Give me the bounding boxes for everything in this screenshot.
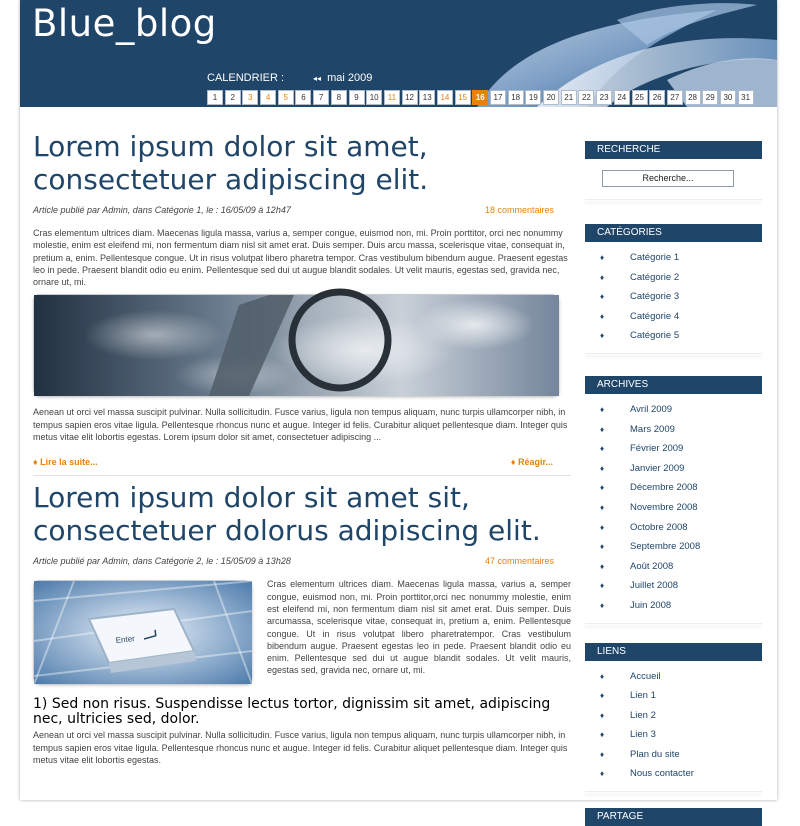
links-list [585,667,762,785]
calendar-day[interactable]: 12 [402,90,418,105]
calendar-day[interactable]: 4 [260,90,276,105]
calendar-day[interactable]: 2 [225,90,241,105]
prev-month-icon[interactable]: ◂◂ [313,74,322,83]
diamond-bullet-icon: ♦ [600,444,605,454]
comments-link[interactable]: 18 commentaires [484,205,554,215]
post-actions [33,457,571,471]
calendar-day[interactable]: 22 [578,90,594,105]
post-image [33,580,251,683]
archive-link[interactable] [585,596,762,616]
post-meta [33,205,571,219]
diamond-bullet-icon: ♦ [600,272,605,282]
enter-key-label: Enter [115,634,136,646]
widget-archives [585,376,762,624]
keyboard-enter-image [34,581,252,684]
post-body: Aenean ut orci vel massa suscipit pulvinar. Nulla sollicitudin. Fusce varius, ligula non tempus aliquam, nunc turpis ullamcorper nibh, in tempus sapien eros vitae ligula. Pellentesque rhoncus nunc et augue. Integer id felis. Curabitur aliquet pellentesque diam. Integer quis metus vitae elit lobortis egestas. [33,730,568,765]
widget-separator [585,791,762,792]
archive-list [585,400,762,616]
diamond-bullet-icon: ♦ [600,311,605,321]
calendar-days [207,90,755,105]
post-meta-text: Article publié par Admin, dans Catégorie 2, le : 15/05/09 à 13h28 [33,556,291,567]
archive-link[interactable] [585,518,762,538]
post-divider [33,475,571,476]
post-intro: Cras elementum ultrices diam. Maecenas ligula massa, varius a, semper congue, euismod non, mi. Proin porttitor, orci nec nonummy molestie, enim est eleifend mi, non fermentum diam nisl sit amet erat. Duis semper. Duis arcu massa, scelerisque vitae, consequat in, pretium a, enim. Pellentesque congue. Ut in risus volutpat libero pharetra tempor. Cras vestibulum bibendum augue. Praesent egestas leo in pede. Praesent blandit odio eu enim. Pellentesque sed dui ut augue blandit sodales. Ut velit mauris, egestas sed, gravida nec, ornare ut, mi. [33,228,568,288]
widget-links [585,643,762,793]
calendar-day[interactable]: 13 [419,90,435,105]
calendar-day[interactable]: 18 [508,90,524,105]
calendar-day[interactable]: 19 [525,90,541,105]
sidebar-link-label: Lien 3 [630,729,656,741]
post-intro: Cras elementum ultrices diam. Maecenas ligula massa, varius a, semper congue, euismod non, mi. Proin porttitor,orci nec nonummy molestie, enim est eleifend mi, non fermentum diam nisl sit amet erat. Duis semper. Duis arcumassa, scelerisque vitae, consequat in, pretium a, enim. Pellentesque congue. Ut in risus volutpat libero pharetratempor. Cras vestibulum bibendum augue. Praesent egestas leo in pede. Praesent blandit odio eu enim. Pellentesque sed dui ut augue blandit sodales. Ut velit mauris, egestas sed, gravida nec, ornare ut, mi. [267,579,571,676]
archive-link-label: Août 2008 [630,560,674,572]
page-frame [20,0,777,823]
category-link-label: Catégorie 2 [630,271,680,283]
calendar-day[interactable]: 25 [632,90,648,105]
sidebar-link-label: Lien 1 [630,690,656,702]
post-intro-row [33,578,571,683]
diamond-bullet-icon: ♦ [600,542,605,552]
post-body: Aenean ut orci vel massa suscipit pulvinar. Nulla sollicitudin. Fusce varius, ligula non tempus aliquam, nunc turpis ullamcorper nibh, in tempus sapien eros vitae ligula. Pellentesque rhoncus nunc et augue. Integer id felis. Curabitur aliquet pellentesque diam. Integer quis metus vitae elit lobortis egestas. Lorem ipsum dolor sit amet, consectetuer adipiscing ... [33,407,568,443]
sidebar-link[interactable] [585,745,762,765]
sidebar [585,141,762,826]
calendar-day[interactable]: 11 [384,90,400,105]
widget-separator [585,623,762,624]
diamond-bullet-icon: ♦ [600,404,605,414]
calendar-day[interactable]: 31 [738,90,754,105]
archive-link-label: Mars 2009 [630,423,675,435]
category-link-label: Catégorie 3 [630,291,680,303]
calendar-day[interactable]: 10 [366,90,382,105]
post-image [33,294,558,395]
category-link[interactable] [585,248,762,268]
post-title[interactable]: Lorem ipsum dolor sit amet, consectetuer adipiscing elit. [33,130,429,196]
post [33,130,571,476]
calendar-month-nav[interactable] [313,72,372,84]
main-content [33,130,571,766]
diamond-bullet-icon: ♦ [600,424,605,434]
category-link-label: Catégorie 4 [630,310,680,322]
archive-link-label: Juillet 2008 [630,580,679,592]
archive-link-label: Février 2009 [630,443,684,455]
sidebar-link[interactable] [585,686,762,706]
calendar-day[interactable]: 15 [455,90,471,105]
diamond-bullet-icon: ♦ [600,769,605,779]
sidebar-link-label: Accueil [630,670,661,682]
diamond-bullet-icon: ♦ [600,502,605,512]
site-title[interactable]: Blue_blog [32,2,217,45]
calendar-day[interactable]: 6 [295,90,311,105]
archive-link-label: Octobre 2008 [630,521,688,533]
widget-title: PARTAGE [585,808,762,826]
archive-link-label: Novembre 2008 [630,501,698,513]
archive-link[interactable] [585,537,762,557]
diamond-bullet-icon: ♦ [600,522,605,532]
category-link-label: Catégorie 1 [630,252,680,263]
sky-magnifier-image [34,295,559,396]
archive-link[interactable] [585,478,762,498]
sidebar-link[interactable] [585,764,762,784]
diamond-bullet-icon: ♦ [600,749,605,759]
widget-share [585,808,762,826]
post [33,481,571,766]
calendar-label: CALENDRIER : [207,72,285,84]
diamond-bullet-icon: ♦ [600,691,605,701]
diamond-bullet-icon: ♦ [600,600,605,610]
category-link[interactable] [585,326,762,346]
widget-title: LIENS [585,643,762,661]
archive-link-label: Septembre 2008 [630,541,701,553]
search-input[interactable]: Recherche... [602,170,734,187]
post-meta [33,556,571,570]
widget-search [585,141,762,200]
archive-link[interactable] [585,459,762,479]
widget-title: CATÉGORIES [585,224,762,242]
diamond-bullet-icon: ♦ [600,710,605,720]
diamond-bullet-icon: ♦ [600,561,605,571]
calendar-day[interactable]: 8 [331,90,347,105]
archive-link[interactable] [585,439,762,459]
archive-link-label: Avril 2009 [630,403,673,415]
category-list [585,248,762,346]
post-subheading: 1) Sed non risus. Suspendisse lectus tortor, dignissim sit amet, adipiscing nec, ultricies sed, dolor. [33,696,551,728]
widget-categories [585,224,762,354]
diamond-bullet-icon: ♦ [600,253,605,262]
calendar-day[interactable]: 20 [543,90,559,105]
sidebar-link-label: Lien 2 [630,709,656,721]
calendar-day[interactable]: 30 [720,90,736,105]
archive-link[interactable] [585,498,762,518]
calendar-day[interactable]: 24 [614,90,630,105]
archive-link-label: Décembre 2008 [630,482,698,494]
calendar-day[interactable]: 5 [278,90,294,105]
widget-title: RECHERCHE [585,141,762,159]
post-title[interactable]: Lorem ipsum dolor sit amet sit, consectetuer dolorus adipiscing elit. [33,481,541,548]
diamond-bullet-icon: ♦ [600,331,605,341]
read-more-link[interactable]: ♦ Lire la suite... [33,457,98,468]
widget-separator [585,353,762,354]
sidebar-link[interactable] [585,725,762,745]
archive-link[interactable] [585,576,762,596]
calendar-day[interactable]: 29 [702,90,718,105]
post-meta-text: Article publié par Admin, dans Catégorie 1, le : 16/05/09 à 12h47 [33,205,291,215]
sidebar-link[interactable] [585,667,762,687]
comments-link[interactable]: 47 commentaires [484,556,554,567]
archive-link[interactable] [585,557,762,577]
calendar-day[interactable]: 17 [490,90,506,105]
calendar-day[interactable]: 14 [437,90,453,105]
archive-link[interactable] [585,420,762,440]
calendar-day[interactable]: 16 [472,90,488,105]
calendar-day[interactable]: 23 [596,90,612,105]
diamond-bullet-icon: ♦ [600,292,605,302]
calendar-day[interactable]: 21 [561,90,577,105]
diamond-bullet-icon: ♦ [600,581,605,591]
widget-separator [585,199,762,200]
calendar-day[interactable]: 7 [313,90,329,105]
category-link[interactable] [585,287,762,307]
site-header [20,0,777,107]
category-link[interactable] [585,307,762,327]
diamond-bullet-icon: ♦ [600,730,605,740]
archive-link-label: Janvier 2009 [630,462,685,474]
calendar-day[interactable]: 3 [242,90,258,105]
archive-link[interactable] [585,400,762,420]
category-link-label: Catégorie 5 [630,330,680,342]
sidebar-link[interactable] [585,706,762,726]
calendar-day[interactable]: 28 [685,90,701,105]
calendar-month: mai 2009 [327,72,373,84]
diamond-bullet-icon: ♦ [600,483,605,493]
diamond-bullet-icon: ♦ [600,671,605,681]
calendar-day[interactable]: 26 [649,90,665,105]
diamond-bullet-icon: ♦ [600,463,605,473]
sidebar-link-label: Plan du site [630,748,680,760]
category-link[interactable] [585,268,762,288]
sidebar-link-label: Nous contacter [630,768,694,780]
react-link[interactable]: ♦ Réagir... [510,457,553,468]
calendar-day[interactable]: 1 [207,90,223,105]
widget-title: ARCHIVES [585,376,762,394]
calendar-day[interactable]: 27 [667,90,683,105]
calendar-day[interactable]: 9 [349,90,365,105]
archive-link-label: Juin 2008 [630,599,672,611]
